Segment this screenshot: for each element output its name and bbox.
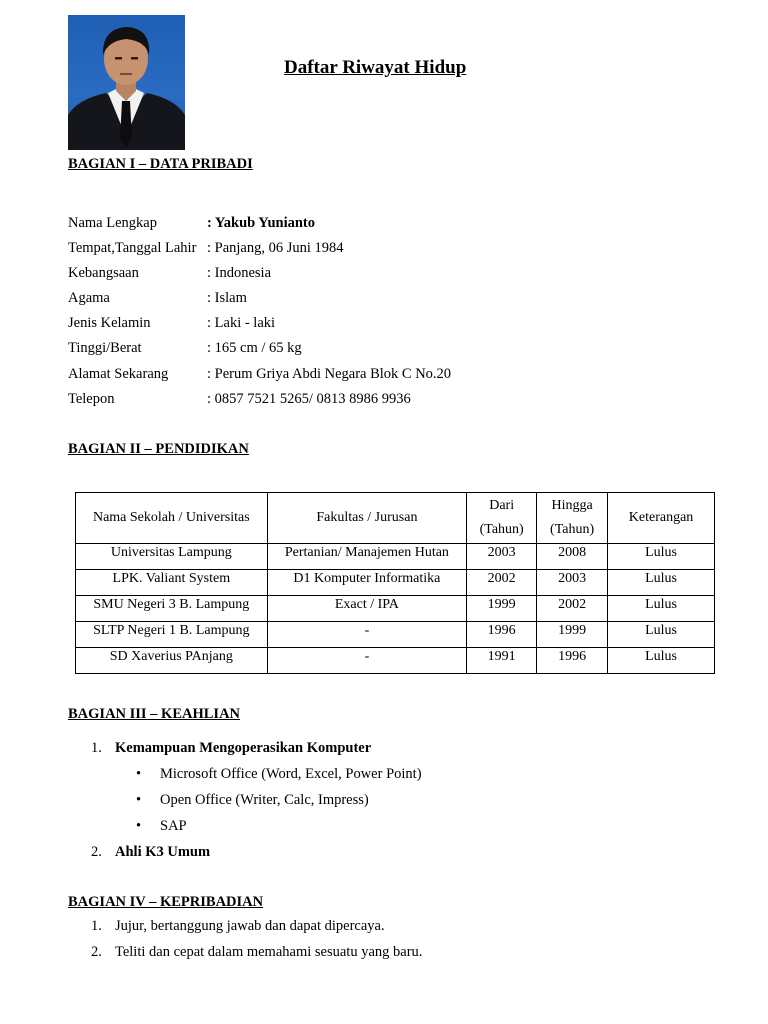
table-cell: - [267,622,467,648]
education-table [75,492,715,674]
table-cell: Lulus [608,544,715,570]
document-title: Daftar Riwayat Hidup [284,57,467,78]
table-cell: 1991 [467,648,537,674]
full-name-value: : Yakub Yunianto [207,215,315,231]
table-cell: 1999 [537,622,608,648]
table-row [76,544,715,570]
column-header-from: Dari (Tahun) [467,493,537,544]
table-cell: Lulus [608,596,715,622]
table-cell: LPK. Valiant System [76,570,268,596]
list-number: 2. [91,944,102,960]
table-cell: Exact / IPA [267,596,467,622]
education-table-header-row [76,493,715,544]
table-cell: 2002 [537,596,608,622]
list-number: 1. [91,740,102,756]
table-row [76,648,715,674]
personal-data-value: : Islam [207,290,247,306]
table-cell: Lulus [608,570,715,596]
profile-photo [68,15,185,150]
personal-data-label: Telepon [68,391,115,407]
personality-text: Jujur, bertanggung jawab dan dapat dipercaya. [115,918,385,934]
bullet-text: Microsoft Office (Word, Excel, Power Point) [160,766,422,782]
personal-data-label: Alamat Sekarang [68,366,169,382]
personality-text: Teliti dan cepat dalam memahami sesuatu yang baru. [115,944,423,960]
personal-data-value: : Panjang, 06 Juni 1984 [207,240,344,256]
personal-data-label: Tinggi/Berat [68,340,142,356]
table-cell: 1999 [467,596,537,622]
table-row [76,622,715,648]
table-cell: 1996 [467,622,537,648]
column-header-to: Hingga (Tahun) [537,493,608,544]
table-cell: - [267,648,467,674]
skill-title: Ahli K3 Umum [115,844,211,860]
table-cell: 2003 [467,544,537,570]
table-cell: 2003 [537,570,608,596]
personal-data-label: Tempat,Tanggal Lahir [68,240,197,256]
table-cell: 2008 [537,544,608,570]
table-cell: Lulus [608,648,715,674]
column-header-faculty: Fakultas / Jurusan [267,493,467,544]
table-cell: Lulus [608,622,715,648]
personal-data-value [207,215,315,232]
personal-data-label: Kebangsaan [68,265,139,281]
table-cell: 1996 [537,648,608,674]
personal-data-value: : 165 cm / 65 kg [207,340,302,356]
table-row [76,570,715,596]
column-header-school: Nama Sekolah / Universitas [76,493,268,544]
skill-title: Kemampuan Mengoperasikan Komputer [115,740,372,756]
personal-data-label: Agama [68,290,110,306]
table-cell: Universitas Lampung [76,544,268,570]
person-portrait-icon [68,15,185,150]
table-cell: 2002 [467,570,537,596]
personal-data-label: Nama Lengkap [68,215,157,231]
section-heading-personal-data: BAGIAN I – DATA PRIBADI [68,156,253,172]
table-cell: SLTP Negeri 1 B. Lampung [76,622,268,648]
personal-data-value: : Indonesia [207,265,272,281]
table-row [76,596,715,622]
bullet-icon: • [136,818,142,834]
personal-data-label: Jenis Kelamin [68,315,151,331]
table-cell: SD Xaverius PAnjang [76,648,268,674]
bullet-text: Open Office (Writer, Calc, Impress) [160,792,369,808]
bullet-text: SAP [160,818,187,834]
personal-data-value: : Laki - laki [207,315,276,331]
table-cell: D1 Komputer Informatika [267,570,467,596]
section-heading-personality: BAGIAN IV – KEPRIBADIAN [68,894,264,910]
list-number: 2. [91,844,102,860]
bullet-icon: • [136,766,142,782]
table-cell: SMU Negeri 3 B. Lampung [76,596,268,622]
column-header-remarks: Keterangan [608,493,715,544]
table-cell: Pertanian/ Manajemen Hutan [267,544,467,570]
section-heading-education: BAGIAN II – PENDIDIKAN [68,441,249,457]
personal-data-value: : 0857 7521 5265/ 0813 8986 9936 [207,391,411,407]
bullet-icon: • [136,792,142,808]
personal-data-value: : Perum Griya Abdi Negara Blok C No.20 [207,366,452,382]
list-number: 1. [91,918,102,934]
section-heading-skills: BAGIAN III – KEAHLIAN [68,706,241,722]
